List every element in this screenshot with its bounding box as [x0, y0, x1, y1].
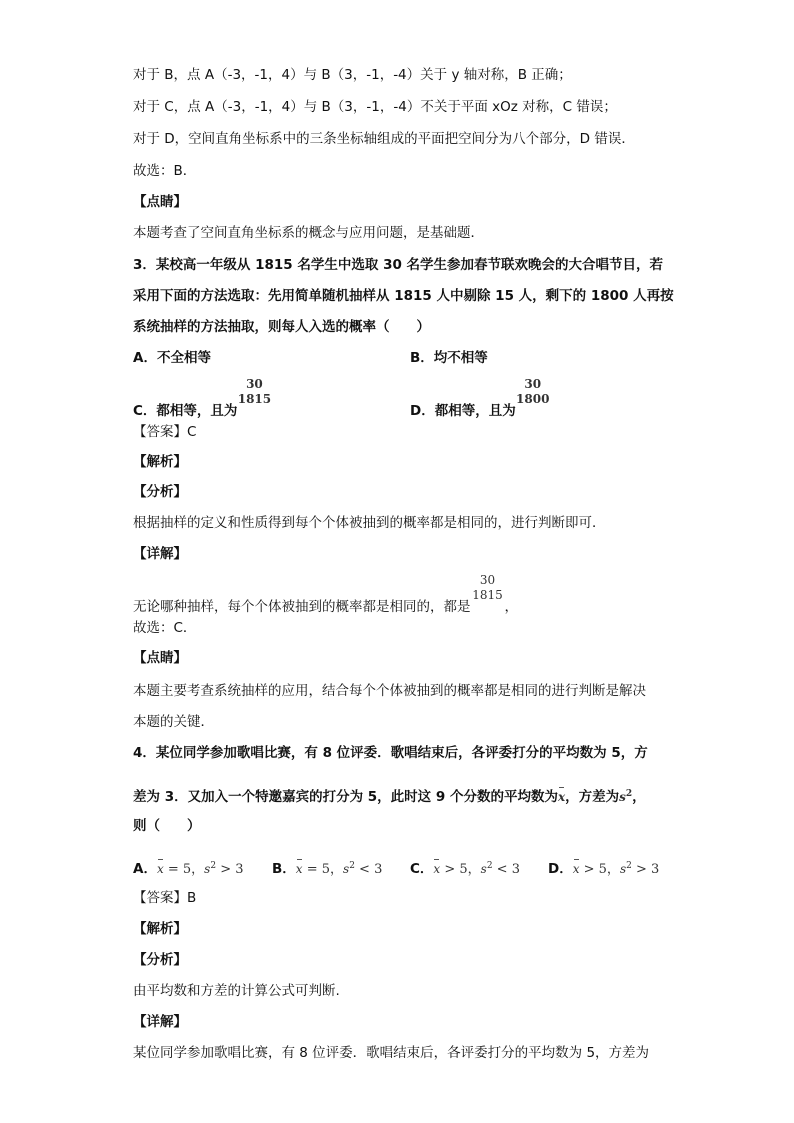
option-b: B．x = 5，$s^2 < 3$	[272, 861, 383, 877]
fraction-numerator: 30	[524, 377, 542, 391]
text-line: 故选：B．	[133, 163, 197, 179]
section-heading: 【解析】	[133, 454, 187, 470]
text-line: 某位同学参加歌唱比赛，有 8 位评委．歌唱结束后，各评委打分的平均数为 5，方差为	[133, 1045, 650, 1061]
variance-symbol: $s^2$	[619, 789, 633, 804]
option-c: C．x > 5，$s^2 < 3$	[410, 861, 520, 877]
option-label: C．都相等，且为	[133, 403, 238, 419]
option-b: B．均不相等	[410, 350, 488, 366]
section-heading: 【详解】	[133, 1014, 187, 1030]
option-a: A．不全相等	[133, 350, 211, 366]
fraction-denominator: 1815	[237, 392, 272, 406]
text-line: 对于 C，点 A（-3，-1，4）与 B（3，-1，-4）不关于平面 xOz 对称，C 错误；	[133, 99, 617, 115]
fraction	[237, 377, 272, 415]
text-line: 本题主要考查系统抽样的应用，结合每个个体被抽到的概率都是相同的进行判断是解决	[133, 683, 646, 699]
detail-text: 无论哪种抽样，每个个体被抽到的概率都是相同的，都是	[133, 599, 471, 615]
section-heading: 【分析】	[133, 484, 187, 500]
option-d: D．x > 5，$s^2 > 3$	[548, 861, 660, 877]
text-line: 由平均数和方差的计算公式可判断.	[133, 983, 340, 999]
option-c	[133, 377, 272, 420]
fraction	[471, 573, 505, 611]
question-4-line: 4．某位同学参加歌唱比赛，有 8 位评委．歌唱结束后，各评委打分的平均数为 5，方	[133, 745, 648, 761]
option-label: D．都相等，且为	[410, 403, 516, 419]
option-d	[410, 377, 550, 420]
option-a: A．x = 5，$s^2 > 3$	[133, 861, 244, 877]
text-line: 对于 D，空间直角坐标系中的三条坐标轴组成的平面把空间分为八个部分，D 错误．	[133, 131, 635, 147]
section-heading: 【分析】	[133, 952, 187, 968]
fraction-denominator: 1800	[516, 392, 550, 406]
mean-symbol: x	[557, 790, 566, 804]
answer-label: 【答案】C	[133, 424, 197, 440]
section-heading: 【详解】	[133, 546, 187, 562]
question-3-line: 3．某校高一年级从 1815 名学生中选取 30 名学生参加春节联欢晚会的大合唱节目，若	[133, 257, 664, 273]
section-heading: 【点睛】	[133, 650, 187, 666]
text-line: 根据抽样的定义和性质得到每个个体被抽到的概率都是相同的，进行判断即可．	[133, 515, 606, 531]
fraction-denominator: 1815	[472, 588, 503, 602]
answer-label: 【答案】B	[133, 890, 197, 906]
text-line: 对于 B，点 A（-3，-1，4）与 B（3，-1，-4）关于 y 轴对称，B 正确；	[133, 67, 572, 83]
question-4-line: 差为 3．又加入一个特邀嘉宾的打分为 5，此时这 9 个分数的平均数为x，方差为$s^2$，	[133, 789, 646, 805]
question-4-line: 则（ ）	[133, 818, 201, 834]
punct: ，	[504, 599, 518, 615]
fraction-numerator: 30	[479, 573, 496, 587]
section-heading: 【解析】	[133, 921, 187, 937]
question-3-line: 系统抽样的方法抽取，则每人入选的概率（ ）	[133, 319, 430, 335]
fraction-numerator: 30	[246, 377, 263, 391]
text-line: 本题考查了空间直角坐标系的概念与应用问题，是基础题．	[133, 225, 484, 241]
detail-line	[133, 573, 518, 616]
text-line: 本题的关键．	[133, 714, 214, 730]
text-line: 故选：C．	[133, 620, 197, 636]
fraction	[516, 377, 550, 415]
section-heading: 【点睛】	[133, 194, 187, 210]
question-3-line: 采用下面的方法选取：先用简单随机抽样从 1815 人中剔除 15 人，剩下的 1800 人再按	[133, 288, 674, 304]
